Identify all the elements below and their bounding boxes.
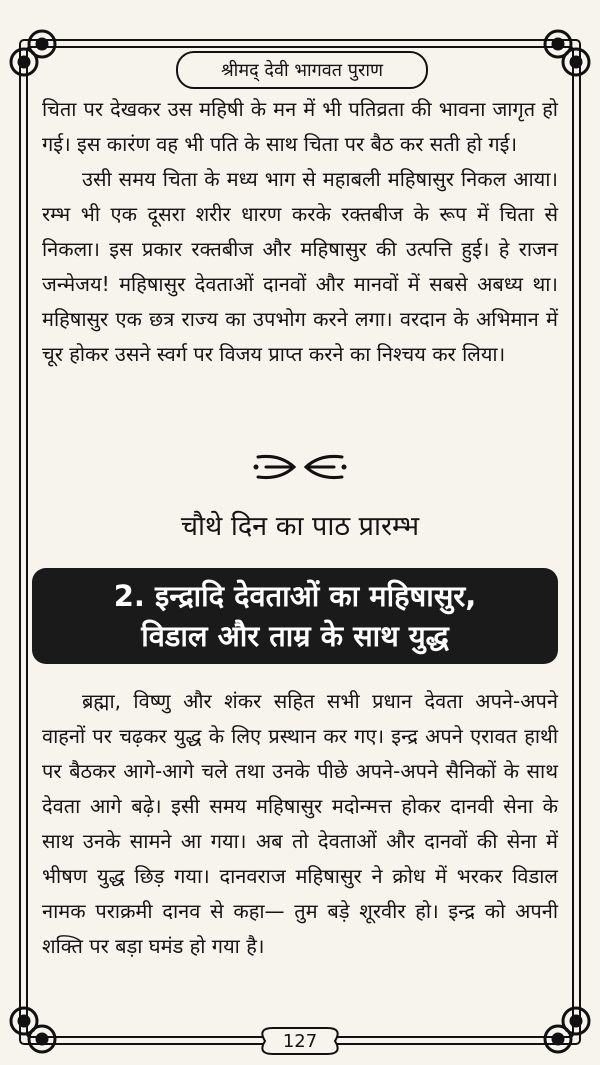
paragraph-1: चिता पर देखकर उस महिषी के मन में भी पतिव्रता की भावना जागृत हो गई। इस कारंण वह भी पति के साथ चिता पर बैठ कर सती हो गई। (42, 97, 558, 156)
paragraph-3: ब्रह्मा, विष्णु और शंकर सहित सभी प्रधान देवता अपने-अपने वाहनों पर चढ़कर युद्ध के लिए प्रस्थान कर गए। इन्द्र अपने एरावत हाथी पर बैठकर आगे-आगे चले तथा उनके पीछे अपने-अपने सैनिकों के साथ देवता आगे बढ़े। इसी समय महिषासुर मदोन्मत्त होकर दानवी सेना के साथ उनके सामने आ गया। अब तो देवताओं और दानवों की सेना में भीषण युद्ध छिड़ गया। दानवराज महिषासुर ने क्रोध में भरकर विडाल नामक पराक्रमी दानव से कहा— तुम बड़े शूरवीर हो। इन्द्र को अपनी शक्ति पर बड़ा घमंड हो गया है। (42, 689, 558, 958)
text-block-bottom (42, 684, 558, 964)
chapter-title-line-2: विडाल और ताम्र के साथ युद्ध (141, 619, 449, 653)
chapter-title-line-1: 2. इन्द्रादि देवताओं का महिषासुर, (113, 579, 477, 613)
header-title: श्रीमद् देवी भागवत पुराण (220, 60, 384, 81)
running-header (176, 51, 428, 89)
corner-ornament-top-right (545, 31, 589, 75)
paragraph-2: उसी समय चिता के मध्य भाग से महाबली महिषासुर निकल आया। रम्भ भी एक दूसरा शरीर धारण करके रक्तबीज के रूप में चिता से निकला। इस प्रकार रक्तबीज और महिषासुर की उत्पत्ति हुई। हे राजन जन्मेजय! महिषासुर देवताओं दानवों और मानवों में सबसे अबध्य था। महिषासुर एक छत्र राज्य का उपभोग करने लगा। वरदान के अभिमान में चूर होकर उसने स्वर्ग पर विजय प्राप्त करने का निश्चय कर लिया। (42, 167, 558, 366)
corner-ornament-top-left (11, 31, 55, 75)
corner-ornament-bottom-right (545, 1008, 589, 1052)
chapter-title-box (32, 568, 558, 664)
section-divider-ornament (252, 447, 348, 487)
corner-ornament-bottom-left (11, 1008, 55, 1052)
page-number: 127 (282, 1030, 318, 1052)
text-block-top (42, 92, 558, 372)
day-heading: चौथे दिन का पाठ प्रारम्भ (180, 511, 420, 542)
